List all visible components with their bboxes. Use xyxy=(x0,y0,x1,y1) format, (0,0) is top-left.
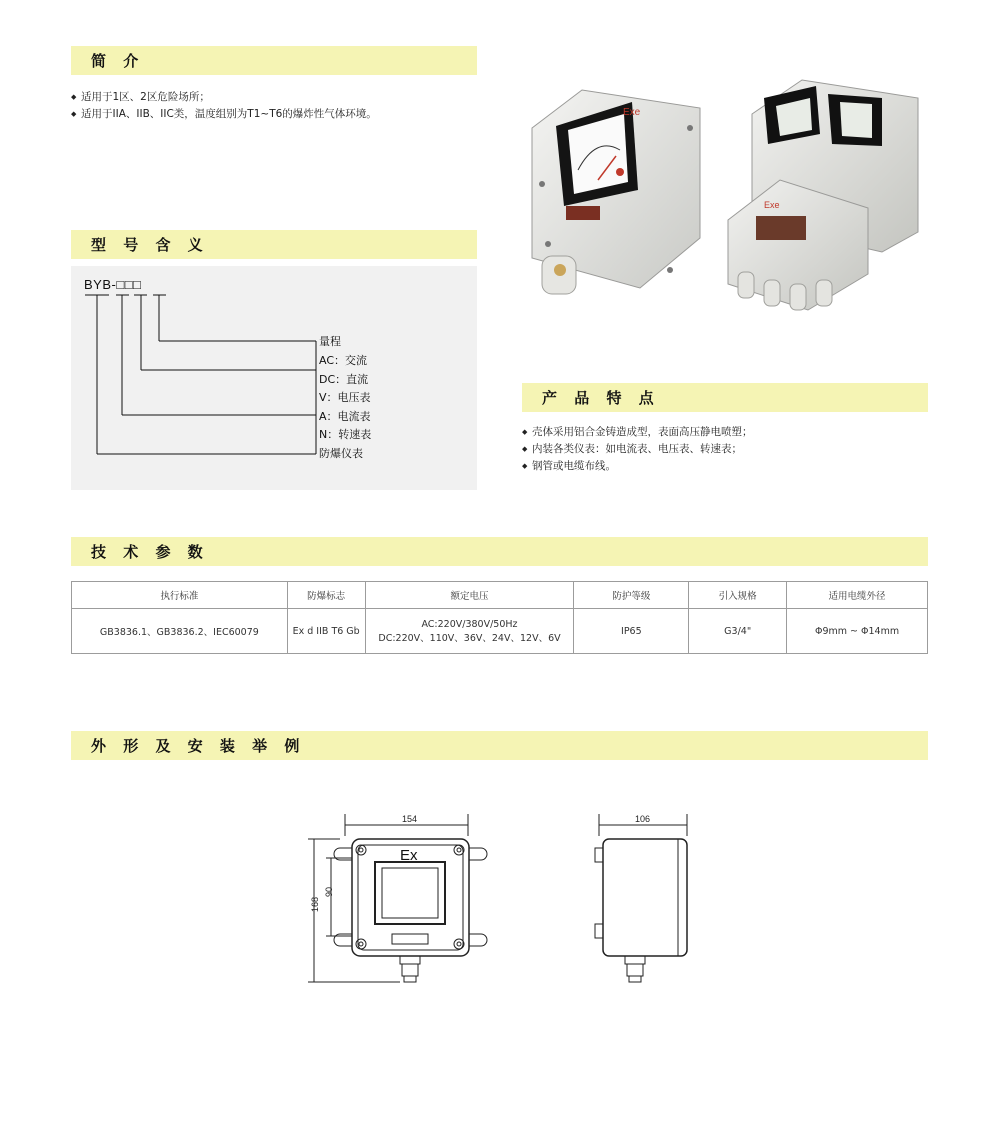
photo-mark-left: Exe xyxy=(623,107,641,118)
intro-list xyxy=(71,89,377,123)
install-title: 外 形 及 安 装 举 例 xyxy=(91,737,306,755)
tech-title: 技 术 参 数 xyxy=(91,543,209,561)
model-title: 型 号 含 义 xyxy=(91,236,209,254)
spec-header-cell: 防爆标志 xyxy=(287,582,365,609)
features-title: 产 品 特 点 xyxy=(542,389,660,407)
spec-cell-entry: G3/4" xyxy=(689,609,787,654)
spec-header-cell: 防护等级 xyxy=(574,582,689,609)
spec-header-cell: 适用电缆外径 xyxy=(787,582,928,609)
spec-header-cell: 引入规格 xyxy=(689,582,787,609)
front-width-label: 154 xyxy=(402,814,418,824)
spec-header-cell: 执行标准 xyxy=(72,582,288,609)
model-label-voltmeter: V：电压表 xyxy=(319,391,371,404)
model-diagram xyxy=(71,266,477,490)
photo-mark-right: Exe xyxy=(764,200,780,210)
product-photo-single xyxy=(520,88,705,303)
spec-cell-protection: IP65 xyxy=(574,609,689,654)
front-view-drawing xyxy=(300,808,500,988)
features-item: ◆ 内装各类仪表：如电流表、电压表、转速表； xyxy=(522,441,753,458)
model-label-ac: AC：交流 xyxy=(319,354,368,367)
install-header-bar xyxy=(71,731,928,760)
model-lines xyxy=(71,266,477,490)
front-inner-height-label: 90 xyxy=(324,886,334,897)
intro-item: ◆ 适用于IIA、IIB、IIC类，温度组别为T1~T6的爆炸性气体环境。 xyxy=(71,106,377,123)
product-photo-double xyxy=(722,76,920,312)
spec-header-cell: 额定电压 xyxy=(365,582,574,609)
model-label-tachometer: N：转速表 xyxy=(319,428,372,441)
side-view-drawing xyxy=(585,808,705,988)
tech-header-bar xyxy=(71,537,928,566)
spec-cell-cable: Φ9mm ~ Φ14mm xyxy=(787,609,928,654)
model-header-bar xyxy=(71,230,477,259)
side-width-label: 106 xyxy=(635,814,651,824)
spec-voltage-ac: AC:220V/380V/50Hz xyxy=(421,618,518,630)
spec-data-row xyxy=(72,609,928,654)
spec-cell-voltage xyxy=(365,609,574,654)
intro-header-bar xyxy=(71,46,477,75)
model-label-explosion-proof: 防爆仪表 xyxy=(319,447,363,460)
features-header-bar xyxy=(522,383,928,412)
front-ex-mark: Ex xyxy=(400,847,418,864)
spec-header-row xyxy=(72,582,928,609)
spec-table xyxy=(71,581,928,654)
features-item: ◆ 壳体采用铝合金铸造成型，表面高压静电喷塑； xyxy=(522,424,753,441)
model-code: BYB-□□□ xyxy=(84,277,142,292)
front-height-label: 168 xyxy=(310,896,320,912)
model-label-ammeter: A：电流表 xyxy=(319,410,371,423)
spec-cell-marking: Ex d IIB T6 Gb xyxy=(287,609,365,654)
features-list xyxy=(522,424,753,475)
spec-voltage-dc: DC:220V、110V、36V、24V、12V、6V xyxy=(378,632,561,644)
intro-item: ◆ 适用于1区、2区危险场所； xyxy=(71,89,377,106)
model-label-range: 量程 xyxy=(319,335,341,348)
intro-title: 简 介 xyxy=(91,52,145,70)
spec-cell-standard: GB3836.1、GB3836.2、IEC60079 xyxy=(72,609,288,654)
model-label-dc: DC：直流 xyxy=(319,373,369,386)
features-item: ◆ 钢管或电缆布线。 xyxy=(522,458,753,475)
